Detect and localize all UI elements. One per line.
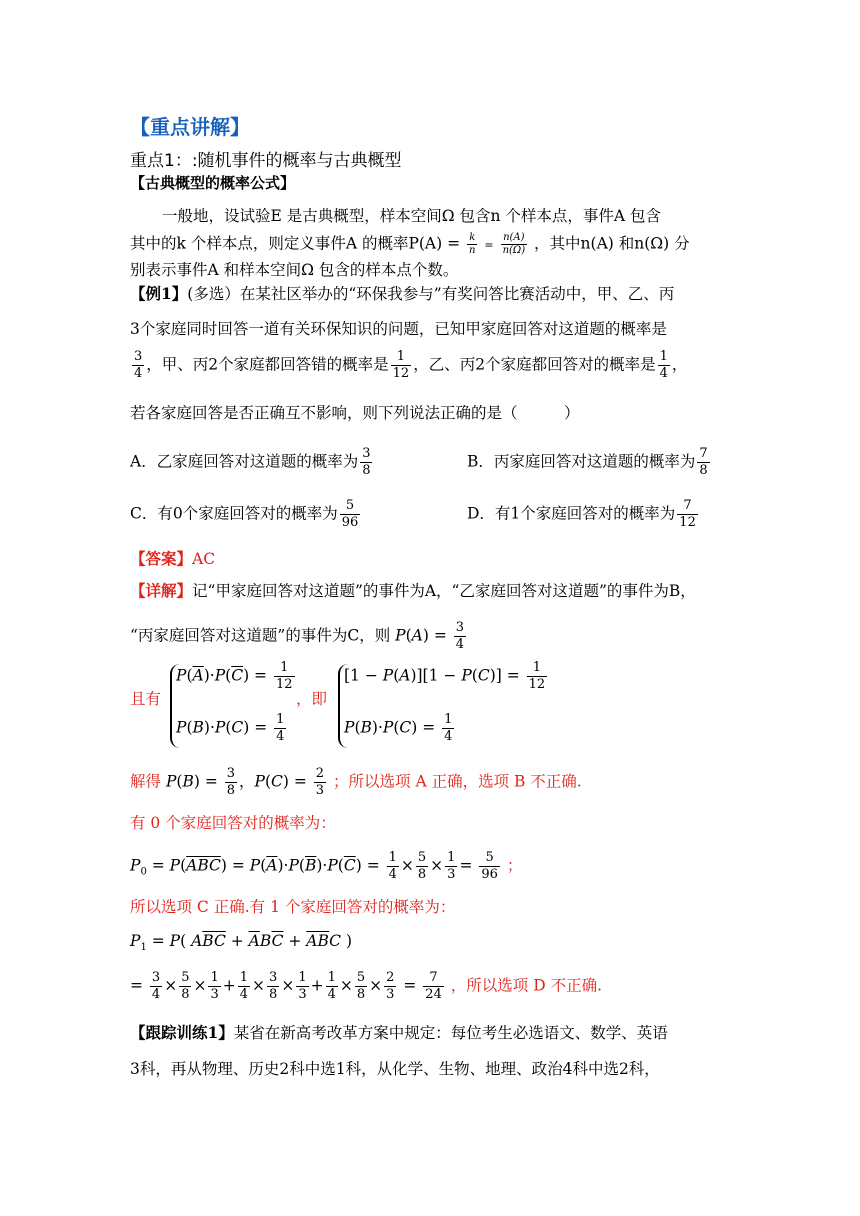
qieyou-label: 且有 — [130, 690, 162, 708]
option-c[interactable] — [130, 498, 362, 531]
follow-tag: 【跟踪训练1】 — [130, 1023, 234, 1042]
system-1-eq-2: P(B)·P(C) = $\frac{1}{4}$ — [176, 712, 285, 744]
option-c-text: C．有0个家庭回答对的概率为 — [130, 504, 338, 523]
example-line-1 — [130, 283, 674, 305]
example-line-1-text: (多选）在某社区举办的“环保我参与”有奖问答比赛活动中，甲、乙、丙 — [187, 285, 675, 303]
formula-line-2: 其中的k 个样本点，则定义事件A 的概率P(A) = $\frac{k}{n}$ = $\frac{n(A)}{n(\Omega)}$ ，其中n(A) 和n(Ω) 分 — [130, 232, 690, 256]
solve-tail: ；所以选项 A 正确，选项 B 不正确. — [333, 772, 582, 791]
follow-line-2: 3科，再从物理、历史2科中选1科，从化学、生物、地理、政治4科中选2科， — [130, 1060, 660, 1078]
fraction-5-96: $\frac{5}{96}$ — [341, 498, 359, 530]
option-b[interactable] — [467, 446, 712, 479]
system-1-eq-1: $P(\overline{A})\cdot P(\overline{C})$ = $\frac{1}{12}$ — [176, 660, 293, 692]
system-2-eq-1: [1 − P(A)][1 − P(C)] = $\frac{1}{12}$ — [344, 660, 546, 692]
fraction-pa-3-4: $\frac{3}{4}$ — [455, 620, 465, 652]
follow-line-1 — [130, 1022, 668, 1044]
system-2-eq-2: P(B)·P(C) = $\frac{1}{4}$ — [344, 712, 453, 744]
fraction-k-n: $\frac{k}{n}$ — [469, 232, 476, 256]
solve-label: 解得 — [130, 772, 162, 791]
example-line-2: 3个家庭同时回答一道有关环保知识的问题，已知甲家庭回答对这道题的概率是 — [130, 320, 667, 338]
answer-label: 【答案】 — [130, 549, 193, 568]
option-a-text: A．乙家庭回答对这道题的概率为 — [130, 452, 359, 471]
formula-line-1: 一般地，设试验E 是古典概型，样本空间Ω 包含n 个样本点，事件A 包含 — [162, 207, 662, 225]
p0-formula: $P_0 = P(\overline{ABC}) = P(\overline{A})\cdot P(\overline{B})\cdot P(\overline{C})$ = $\frac{1}{4}$ × $\frac{5}{8}$ × $\frac{1}{3}$ = $\frac{5}{96}$ ； — [130, 850, 523, 882]
d-tail: ，所以选项 D 不正确. — [450, 976, 602, 995]
c-correct-line: 所以选项 C 正确.有 1 个家庭回答对的概率为： — [130, 898, 456, 916]
example-line-4: 若各家庭回答是否正确互不影响，则下列说法正确的是（ ） — [130, 404, 580, 422]
formula-label: 【古典概型的概率公式】 — [130, 174, 296, 192]
example-tag: 【例1】 — [130, 284, 188, 303]
answer-value: AC — [192, 550, 216, 568]
option-d-text: D．有1个家庭回答对的概率为 — [467, 504, 676, 523]
detail-line-2: “丙家庭回答对这道题”的事件为C，则 P(A) = $\frac{3}{4}$ — [130, 620, 465, 652]
option-d[interactable] — [467, 498, 700, 531]
fraction-nA-nOmega: $\frac{n(A)}{n(\Omega)}$ — [502, 232, 526, 256]
follow-line-1-text: 某省在新高考改革方案中规定：每位考生必选语文、数学、英语 — [233, 1024, 668, 1042]
p1-formula: $P_1 = P$( $A\overline{BC} + \overline{A}B\overline{C} + \overline{AB}C$ ) — [130, 932, 353, 954]
example-line-3-b: ，乙、丙2个家庭都回答对的概率是 — [413, 355, 656, 374]
zero-line: 有 0 个家庭回答对的概率为： — [130, 814, 336, 832]
fraction-1-12: $\frac{1}{12}$ — [392, 349, 410, 381]
detail-line-1-text: 记“甲家庭回答对这道题”的事件为A，“乙家庭回答对这道题”的事件为B， — [192, 582, 696, 600]
answer-line — [130, 548, 215, 570]
option-b-text: B．丙家庭回答对这道题的概率为 — [467, 452, 696, 471]
example-line-3: $\frac{3}{4}$ ，甲、丙2个家庭都回答错的概率是 $\frac{1}{12}$ ，乙、丙2个家庭都回答对的概率是 $\frac{1}{4}$ ， — [134, 349, 688, 381]
fraction-7-12: $\frac{7}{12}$ — [679, 498, 696, 530]
solve-line: 解得 P(B) = $\frac{3}{8}$ ，P(C) = $\frac{2}{3}$ ；所以选项 A 正确，选项 B 不正确. — [130, 766, 582, 798]
fraction-3-4: $\frac{3}{4}$ — [134, 349, 143, 381]
example-line-3-a: ，甲、丙2个家庭都回答错的概率是 — [146, 355, 389, 374]
p1-calc: = $\frac{3}{4}$ × $\frac{5}{8}$ × $\frac{1}{3}$ + $\frac{1}{4}$ × $\frac{3}{8}$ × $\frac{1}{3}$ + $\frac{1}{4}$ × $\frac{5}{8}$ × $\frac{2}{3}$ = $\frac{7}{24}$ ，所以选项 D 不正确. — [130, 970, 602, 1002]
option-a[interactable] — [130, 446, 374, 479]
ji-label: ，即 — [296, 690, 328, 708]
section-title: 【重点讲解】 — [130, 115, 250, 139]
detail-label: 【详解】 — [130, 581, 193, 600]
fraction-1-4: $\frac{1}{4}$ — [659, 349, 668, 381]
detail-line-1 — [130, 580, 696, 602]
fraction-7-8: $\frac{7}{8}$ — [699, 446, 708, 478]
formula-line-2-tail: ，其中n(A) 和n(Ω) 分 — [534, 234, 690, 253]
point-title: 重点1：:随机事件的概率与古典概型 — [130, 151, 402, 171]
fraction-3-8: $\frac{3}{8}$ — [362, 446, 371, 478]
formula-line-3: 别表示事件A 和样本空间Ω 包含的样本点个数。 — [130, 261, 459, 279]
formula-line-2-text: 其中的k 个样本点，则定义事件A 的概率P(A) = — [130, 234, 461, 253]
detail-line-2-text: “丙家庭回答对这道题”的事件为C，则 — [130, 626, 391, 645]
